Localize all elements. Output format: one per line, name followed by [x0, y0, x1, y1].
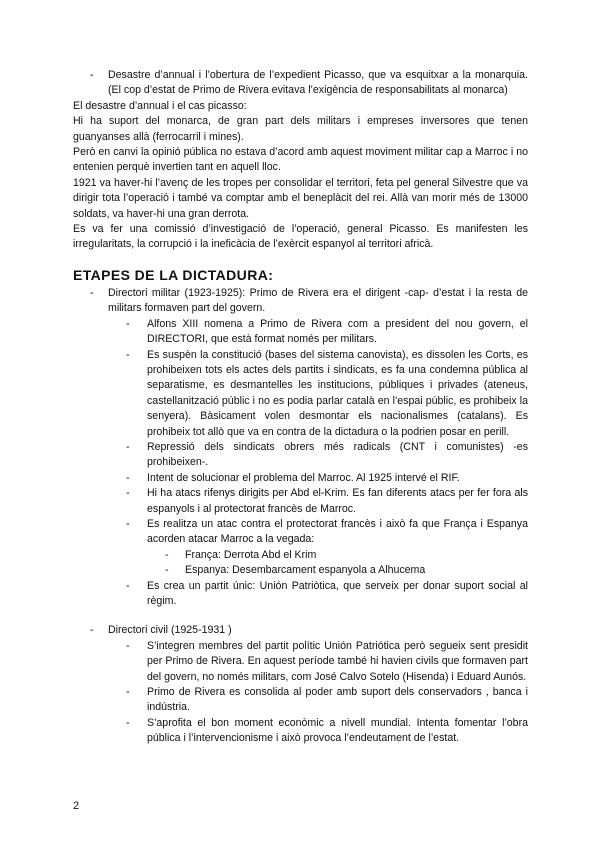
- bullet-dash: -: [126, 686, 130, 699]
- list-item-text: Repressió dels sindicats obrers més radicals (CNT i comunistes) -es prohibeixen-.: [147, 440, 528, 469]
- list-item: [73, 623, 528, 638]
- list-item: [73, 317, 528, 348]
- bullet-dash: -: [165, 548, 169, 561]
- list-item: [73, 639, 528, 685]
- list-item-text: Intent de solucionar el problema del Marroc. Al 1925 intervé el RIF.: [147, 471, 460, 484]
- paragraph: El desastre d’annual i el cas picasso:: [73, 99, 247, 112]
- bullet-dash: -: [90, 69, 94, 81]
- list-item-text: Directori civil (1925-1931 ): [108, 624, 232, 637]
- list-item: [73, 685, 528, 716]
- sub-list-item: [73, 548, 528, 563]
- document-page: [73, 68, 528, 747]
- paragraph: 1921 va haver-hi l’avenç de les tropes per consolidar el territori, feta pel general Silvestre que va dirigir tota l’operació i també va comptar amb el beneplàcit del rei. Allà van morir més de 13000 soldats, va haver-hi una gran derrota.: [73, 176, 528, 220]
- list-item: [73, 486, 528, 517]
- bullet-dash: -: [126, 348, 130, 361]
- paragraph: Però en canvi la opinió pública no estava d’acord amb aquest moviment militar cap a Marroc i no entenien perquè invertien tant en aquell lloc.: [73, 146, 528, 174]
- list-item-text: S’aprofita el bon moment econòmic a nivell mundial. Intenta fomentar l’obra pública i l’intervencionisme i això provoca l’endeutament de l’estat.: [147, 716, 528, 745]
- paragraph: Es va fer una comissió d’investigació de l’operació, general Picasso. Es manifesten les irregularitats, la corrupció i la ineficàcia de l’exèrcit espanyol al territori africà.: [73, 223, 528, 251]
- list-item: [73, 579, 528, 610]
- bullet-dash: -: [126, 517, 130, 530]
- bullet-dash: -: [126, 716, 130, 729]
- sub-list-item: [73, 563, 528, 578]
- bullet-dash: -: [126, 487, 130, 500]
- bullet-dash: -: [126, 579, 130, 592]
- list-item: [73, 68, 528, 99]
- list-item-text: Es crea un partit únic: Unión Patriòtica, que serveix per donar suport social al règim.: [147, 579, 528, 607]
- list-item-text: Directori militar (1923-1925): Primo de Rivera era el dirigent -cap- d’estat i la resta de militars formaven part del govern.: [108, 286, 528, 315]
- list-item: [73, 348, 528, 440]
- list-item: [73, 440, 528, 471]
- list-item-text: Es realitza un atac contra el protectorat francès i això fa que França i Espanya acorden atacar Marroc a la vegada:: [147, 517, 528, 546]
- bullet-dash: -: [126, 639, 130, 652]
- list-item: [73, 517, 528, 548]
- list-item-text: Hi ha atacs rifenys dirigits per Abd el-Krim. Es fan diferents atacs per fer fora als espanyols i al protectorat francès de Marroc.: [147, 487, 528, 515]
- bullet-dash: -: [126, 317, 130, 330]
- list-item-text: Primo de Rivera es consolida al poder amb suport dels conservadors , banca i indústria.: [147, 686, 528, 714]
- bullet-dash: -: [126, 471, 130, 484]
- spacer: [73, 609, 528, 623]
- bullet-dash: -: [165, 564, 169, 577]
- page-number: 2: [73, 800, 80, 812]
- list-item-text: Es suspèn la constitució (bases del sistema canovista), es dissolen les Corts, es prohibeixen tots els actes dels partits i sindicats, es fa una condemna pública al separatisme, es desmantelles les institucions, públiques i privades (ateneus, castellanització públic i no es podia parlar català en l’espai públic, es prohibeix la senyera). Bàsicament volen desmontar els nacionalismes (catalans). Es prohibeix tot allò que va en contra de la dictadura o la podrien posar en perill.: [147, 348, 528, 438]
- list-item: [73, 471, 528, 486]
- bullet-dash: -: [126, 440, 130, 453]
- bullet-dash: -: [90, 624, 94, 637]
- list-item-text: Alfons XIII nomena a Primo de Rivera com a president del nou govern, el DIRECTORI, que està format només per militars.: [147, 317, 528, 346]
- paragraph: Hi ha suport del monarca, de gran part dels militars i empreses inversores que tenen guanyanses allà (ferrocarril i mines).: [73, 115, 528, 143]
- list-item: [73, 286, 528, 317]
- section-heading: ETAPES DE LA DICTADURA:: [73, 266, 274, 283]
- list-item-text: Espanya: Desembarcament espanyola a Alhucema: [185, 564, 426, 577]
- list-item-text: S’integren membres del partit polític Unión Patriótica però segueix sent presidit per Primo de Rivera. En aquest període també hi havien civils que formaven part del govern, no només militars, com José Calvo Sotelo (Hisenda) i Eduard Aunós.: [147, 639, 528, 683]
- list-item: [73, 716, 528, 747]
- list-item-text: Desastre d’annual i l’obertura de l’expedient Picasso, que va esquitxar a la monarquia. (El cop d’estat de Primo de Rivera evitava l’exigència de responsabilitats al monarca): [108, 69, 528, 97]
- list-item-text: França: Derrota Abd el Krim: [185, 548, 317, 561]
- bullet-dash: -: [90, 286, 94, 299]
